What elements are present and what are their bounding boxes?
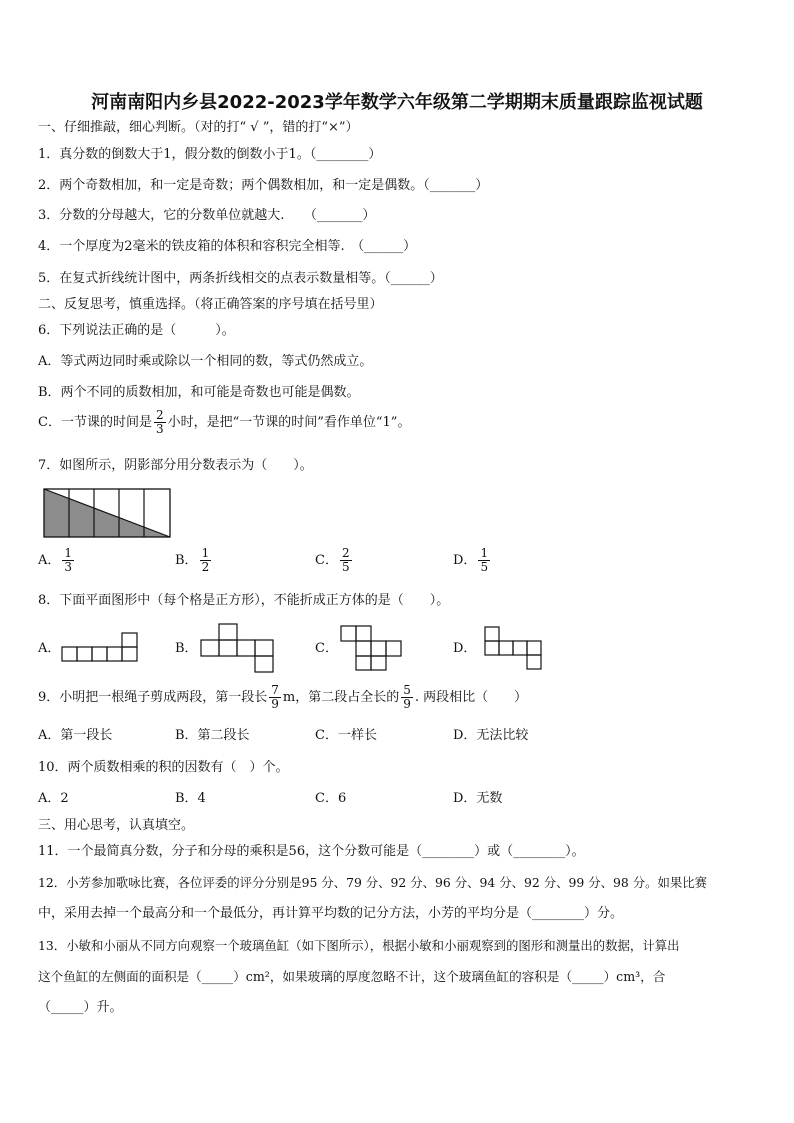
section2-heading: 二、反复思考，慎重选择。（将正确答案的序号填在括号里）: [38, 297, 383, 312]
q10-option-b: B．4: [175, 791, 206, 806]
q7-option-b: B． $\frac{1}{2}$: [175, 546, 210, 574]
q8-option-a-label: A．: [38, 641, 61, 656]
question-10-stem: 10．两个质数相乘的积的因数有（ ）个。: [38, 760, 289, 775]
q10-option-c: C．6: [315, 791, 347, 806]
q7-option-a: A． $\frac{1}{3}$: [38, 546, 73, 574]
page-title: 河南南阳内乡县2022-2023学年数学六年级第二学期期末质量跟踪监视试题: [91, 92, 703, 113]
question-6-option-c: C．一节课的时间是 $\frac{2}{3}$ 小时，是把“一节课的时间”看作单位“1”。: [38, 408, 411, 436]
question-1: 1．真分数的倒数大于1，假分数的倒数小于1。（________）: [38, 147, 382, 162]
question-13-line-2: 这个鱼缸的左侧面的面积是（_____）cm²，如果玻璃的厚度忽略不计，这个玻璃鱼缸的容积是（_____）cm³，合: [38, 969, 666, 984]
q8-option-d-label: D．: [453, 641, 477, 656]
section3-heading: 三、用心思考，认真填空。: [38, 818, 195, 833]
question-13-line-3: （_____）升。: [38, 1000, 123, 1015]
question-9-stem: 9．小明把一根绳子剪成两段，第一段长 $\frac{7}{9}$ m，第二段占全长的 $\frac{5}{9}$ . 两段相比（ ）: [38, 683, 528, 711]
question-5: 5．在复式折线统计图中，两条折线相交的点表示数量相等。（______）: [38, 271, 443, 286]
q8-option-b-label: B．: [175, 641, 198, 656]
question-8-stem: 8．下面平面图形中（每个格是正方形），不能折成正方体的是（ ）。: [38, 593, 450, 608]
question-6-stem: 6．下列说法正确的是（ ）。: [38, 323, 235, 338]
section1-heading: 一、仔细推敲，细心判断。（对的打“ √ ”，错的打“×”）: [38, 120, 359, 135]
q7-option-c: C． $\frac{2}{5}$: [315, 546, 350, 574]
question-6-option-b: B．两个不同的质数相加，和可能是奇数也可能是偶数。: [38, 385, 360, 400]
question-2: 2．两个奇数相加，和一定是奇数；两个偶数相加，和一定是偶数。（_______）: [38, 178, 489, 193]
question-3: 3．分数的分母越大，它的分数单位就越大. （_______）: [38, 208, 376, 223]
q9-option-c: C．一样长: [315, 728, 377, 743]
question-12-line-2: 中，采用去掉一个最高分和一个最低分，再计算平均数的记分方法，小芳的平均分是（________）分。: [38, 906, 624, 921]
question-4: 4．一个厚度为2毫米的铁皮箱的体积和容积完全相等. （______）: [38, 239, 417, 254]
q8-net-a: [62, 632, 138, 662]
q10-option-d: D．无数: [453, 791, 503, 806]
question-6-option-a: A．等式两边同时乘或除以一个相同的数，等式仍然成立。: [38, 354, 373, 369]
q8-net-d: [484, 626, 544, 670]
question-12-line-1: 12．小芳参加歌咏比赛，各位评委的评分分别是95 分、79 分、92 分、96 分、94 分、92 分、99 分、98 分。如果比赛: [38, 875, 708, 890]
fraction: $\frac{5}{9}$: [403, 683, 411, 711]
q8-net-b: [201, 623, 275, 673]
fraction: $\frac{2}{3}$: [155, 408, 164, 436]
q9-option-a: A．第一段长: [38, 728, 113, 743]
q7-shaded-rectangle-figure: [44, 489, 170, 539]
question-7-stem: 7．如图所示，阴影部分用分数表示为（ ）。: [38, 458, 313, 473]
q8-option-c-label: C．: [315, 641, 338, 656]
q10-option-a: A．2: [38, 791, 69, 806]
q8-net-c: [340, 625, 404, 671]
question-13-line-1: 13．小敏和小丽从不同方向观察一个玻璃鱼缸（如下图所示），根据小敏和小丽观察到的图形和测量出的数据，计算出: [38, 938, 680, 953]
q9-option-b: B．第二段长: [175, 728, 250, 743]
question-11: 11．一个最简真分数，分子和分母的乘积是56，这个分数可能是（________）或（________）。: [38, 844, 585, 859]
q7-option-d: D． $\frac{1}{5}$: [453, 546, 489, 574]
fraction: $\frac{7}{9}$: [271, 683, 279, 711]
q9-option-d: D．无法比较: [453, 728, 529, 743]
